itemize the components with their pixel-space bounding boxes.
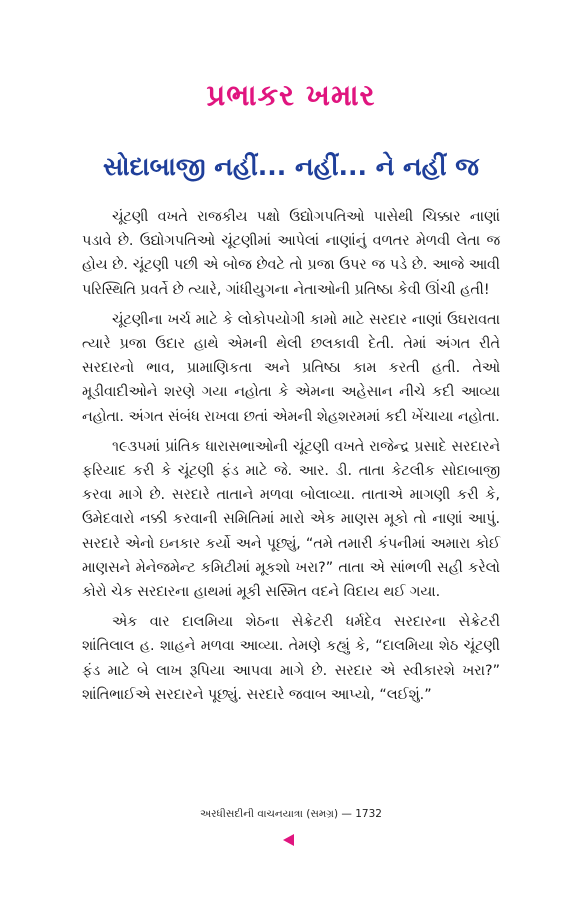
author-name: પ્રભાકર ખમાર [206,78,376,112]
article-title: સોદાબાજી નહીં... નહીં... ને નહીં જ [103,152,479,181]
article-body [82,205,500,713]
back-arrow-icon[interactable] [283,834,294,846]
paragraph-3: ૧૯૩૫માં પ્રાંતિક ધારાસભાઓની ચૂંટણી વખતે રાજેન્દ્ર પ્રસાદે સરદારને ફરિયાદ કરી કે ચૂંટણી ફંડ માટે જે. આર. ડી. તાતા કેટલીક સોદાબાજી કરવા માગે છે. સરદારે તાતાને મળવા બોલાવ્યા. તાતાએ માગણી કરી કે, ઉમેદવારો નક્કી કરવાની સમિતિમાં મારો એક માણસ મૂકો તો નાણાં આપું. સરદારે એનો ઇનકાર કર્યો અને પૂછ્યું, “તમે તમારી કંપનીમાં અમારા કોઈ માણસને મેનેજમેન્ટ કમિટીમાં મૂકશો ખરા?” તાતા એ સાંભળી સહી કરેલો કોરો ચેક સરદારના હાથમાં મૂકી સસ્મિત વદને વિદાય થઈ ગયા. [82,438,500,601]
page-footer: અરધીસદીની વાચનયાત્રા (સમગ્ર) — 1732 [200,808,382,820]
paragraph-1: ચૂંટણી વખતે રાજકીય પક્ષો ઉદ્યોગપતિઓ પાસેથી ચિક્કાર નાણાં પડાવે છે. ઉદ્યોગપતિઓ ચૂંટણીમાં આપેલાં નાણાંનું વળતર મેળવી લેતા જ હોય છે. ચૂંટણી પછી એ બોજ છેવટે તો પ્રજા ઉપર જ પડે છે. આજે આવી પરિસ્થિતિ પ્રવર્તે છે ત્યારે, ગાંધીયુગના નેતાઓની પ્રતિષ્ઠા કેવી ઊંચી હતી! [82,209,500,298]
paragraph-2: ચૂંટણીના ખર્ચ માટે કે લોકોપયોગી કામો માટે સરદાર નાણાં ઉઘરાવતા ત્યારે પ્રજા ઉદાર હાથે એમની થેલી છલકાવી દેતી. તેમાં અંગત રીતે સરદારનો ભાવ, પ્રામાણિકતા અને પ્રતિષ્ઠા કામ કરતી હતી. તેઓ મૂડીવાદીઓને શરણે ગયા નહોતા કે એમના અહેસાન નીચે કદી આવ્યા નહોતા. અંગત સંબંધ રાખવા છતાં એમની શેહશરમમાં કદી ખેંચાયા નહોતા. [82,311,500,425]
paragraph-4: એક વાર દાલમિયા શેઠના સેક્રેટરી ધર્મદેવ સરદારના સેક્રેટરી શાંતિલાલ હ. શાહને મળવા આવ્યા. તેમણે કહ્યું કે, “દાલમિયા શેઠ ચૂંટણી ફંડ માટે બે લાખ રૂપિયા આપવા માગે છે. સરદાર એ સ્વીકારશે ખરા?” શાંતિભાઈએ સરદારને પૂછ્યું. સરદારે જવાબ આપ્યો, “લઈશું.” [82,614,500,703]
